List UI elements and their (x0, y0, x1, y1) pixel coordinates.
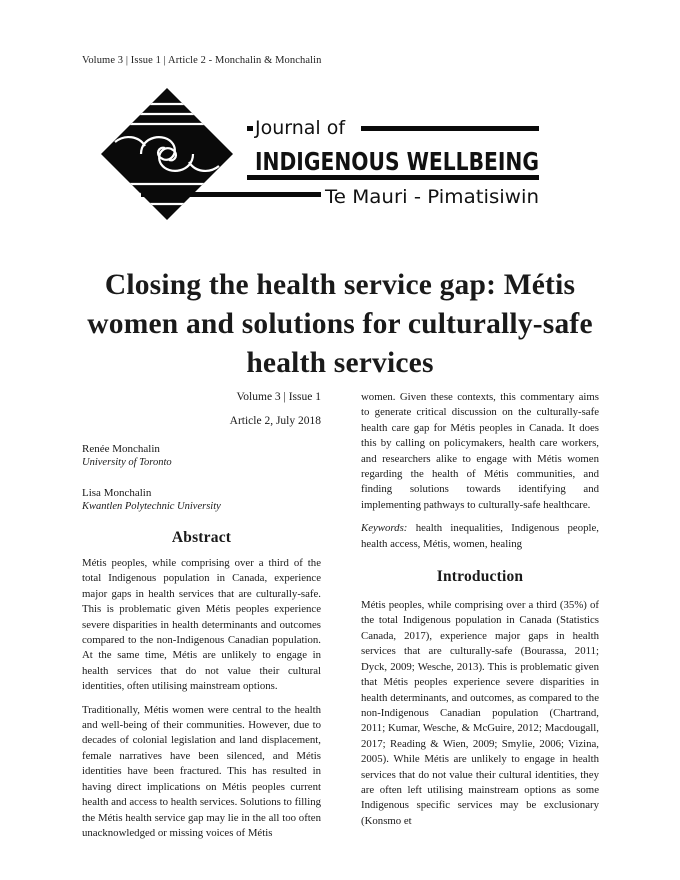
keywords-label: Keywords: (361, 522, 408, 535)
keywords-text: health inequalities, Indigenous people, health access, Métis, women, healing (361, 522, 599, 550)
abstract-heading: Abstract (171, 529, 232, 546)
abstract-paragraph: Traditionally, Métis women were central to the health and well-being of their communities. However, due to decades of colonial legislation and land displacement, female narratives have been silenced, and Métis identities have been fractured. This has resulted in having direct implications on Métis peoples current health and access to health services. Solutions to filling the Métis health service gap may lie in the all too often unacknowledged or missing voices of Métis (82, 703, 321, 839)
left-column (82, 390, 321, 849)
journal-logo (101, 88, 546, 220)
author-name: Renée Monchalin (82, 443, 160, 455)
running-head: Volume 3 | Issue 1 | Article 2 - Monchalin & Monchalin (82, 55, 322, 66)
article-title: Closing the health service gap: Métis women and solutions for culturally-safe health services (87, 269, 593, 379)
author (82, 487, 321, 513)
right-column (361, 390, 599, 837)
author-affiliation: Kwantlen Polytechnic University (82, 501, 221, 512)
introduction-paragraph: Métis peoples, while comprising over a third (35%) of the total Indigenous population in Canada (Statistics Canada, 2017), experience major gaps in health services that are culturally-safe (Bourassa, 2011; Dyck, 2009; Wesche, 2013). This is problematic given that Métis peoples experience severe disparities in health determinants, and outcomes, as compared to the non-Indigenous Canadian population (Chartrand, 2011; Kumar, Wesche, & McGuire, 2012; Macdougall, 2017; Reading & Wien, 2009; Smylie, 2006; Vizina, 2005). While Métis are unlikely to engage in health services that do not value their cultural identities, they are often left utilising mainstream options as some Indigenous specific services may be exclusionary (Konsmo et (361, 599, 599, 827)
issue-info (82, 390, 321, 429)
abstract-paragraph: Métis peoples, while comprising over a third of the total Indigenous population in Canada, experience major gaps in health services that are culturally-safe. This is problematic given Métis peoples experience severe disparities in health determinants and outcomes compared to the non-Indigenous Canadian population. At the same time, Métis are unlikely to engage in health services that do not value their cultural identities, often utilising mainstream options. (82, 557, 321, 693)
author-name: Lisa Monchalin (82, 487, 152, 499)
issue-article: Article 2, July 2018 (229, 415, 321, 427)
author (82, 443, 321, 469)
abstract-paragraph-continued: women. Given these contexts, this commentary aims to generate critical discussion on the culturally-safe health care gap for Métis peoples in Canada. It does this by calling on policymakers, health care workers, and researchers alike to engage with Métis women regarding the health of Métis communities, and finding solutions towards identifying and implementing pathways to culturally-safe healthcare. (361, 391, 599, 511)
author-affiliation: University of Toronto (82, 457, 172, 468)
journal-line3: Te Mauri - Pimatisiwin (323, 186, 539, 208)
issue-volume: Volume 3 | Issue 1 (236, 391, 321, 403)
keywords (361, 521, 599, 552)
journal-line2: INDIGENOUS WELLBEING (255, 147, 539, 176)
journal-line1: Journal of (255, 117, 346, 139)
logo-diamond (101, 88, 233, 220)
introduction-heading: Introduction (436, 568, 524, 586)
